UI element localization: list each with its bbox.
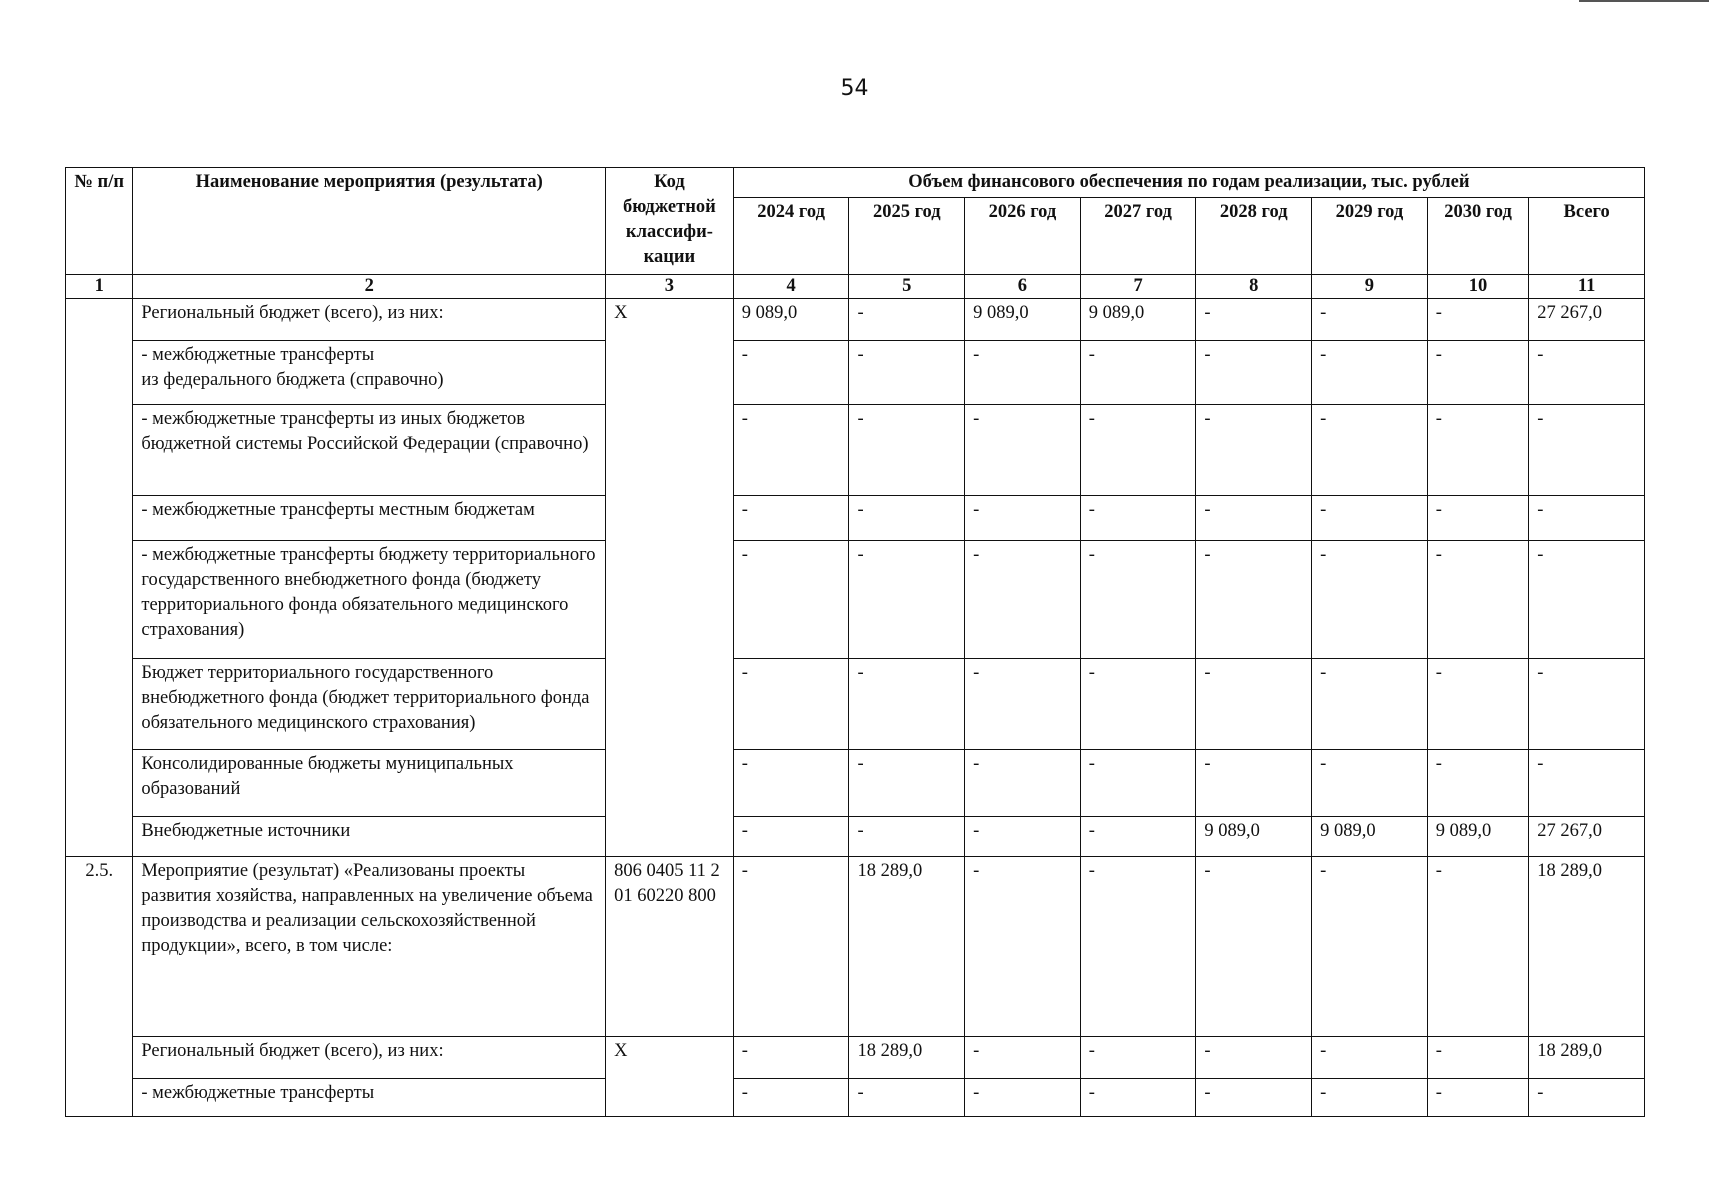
value-cell: 9 089,0 [1427, 817, 1529, 857]
value-cell: - [1196, 1037, 1312, 1079]
value-cell: - [1196, 857, 1312, 1037]
value-cell: - [849, 659, 965, 750]
value-cell: - [965, 496, 1081, 541]
value-cell: - [965, 817, 1081, 857]
value-cell: - [1529, 341, 1645, 405]
col-number: 2 [133, 275, 606, 299]
value-cell: - [733, 750, 849, 817]
value-cell: - [1080, 857, 1196, 1037]
table-row [66, 496, 1645, 541]
value-cell: - [733, 541, 849, 659]
value-cell: - [1529, 496, 1645, 541]
value-cell: - [1427, 299, 1529, 341]
header-year-2025: 2025 год [849, 198, 965, 275]
row-name: Консолидированные бюджеты муниципальных образований [133, 750, 606, 817]
table-row [66, 659, 1645, 750]
table-row [66, 299, 1645, 341]
value-cell: 9 089,0 [965, 299, 1081, 341]
value-cell: 18 289,0 [849, 1037, 965, 1079]
value-cell: - [965, 750, 1081, 817]
value-cell: 27 267,0 [1529, 299, 1645, 341]
row-name: Внебюджетные источники [133, 817, 606, 857]
value-cell: - [733, 1079, 849, 1117]
value-cell: - [849, 341, 965, 405]
value-cell: - [1312, 496, 1428, 541]
value-cell: - [1196, 341, 1312, 405]
table-row [66, 341, 1645, 405]
top-edge-rule [1579, 0, 1709, 2]
value-cell: 18 289,0 [1529, 1037, 1645, 1079]
col-number: 6 [965, 275, 1081, 299]
value-cell: - [849, 1079, 965, 1117]
value-cell: - [1080, 750, 1196, 817]
value-cell: - [1427, 541, 1529, 659]
row-num-cell [66, 299, 133, 857]
col-number: 5 [849, 275, 965, 299]
header-year-2029: 2029 год [1312, 198, 1428, 275]
table-row [66, 1079, 1645, 1117]
value-cell: - [1529, 1079, 1645, 1117]
row-code: 806 0405 11 2 01 60220 800 [606, 857, 734, 1037]
col-number: 3 [606, 275, 734, 299]
value-cell: - [965, 659, 1081, 750]
value-cell: - [849, 750, 965, 817]
col-number: 7 [1080, 275, 1196, 299]
budget-table [65, 167, 1645, 1117]
value-cell: - [1427, 1079, 1529, 1117]
header-funding-group: Объем финансового обеспечения по годам реализации, тыс. рублей [733, 168, 1644, 198]
value-cell: - [1080, 496, 1196, 541]
row-name: Мероприятие (результат) «Реализованы проекты развития хозяйства, направленных на увеличение объема производства и реализации сельскохозяйственной продукции», всего, в том числе: [133, 857, 606, 1037]
value-cell: - [1080, 1037, 1196, 1079]
page-number: 54 [840, 76, 869, 101]
header-year-2024: 2024 год [733, 198, 849, 275]
value-cell: 27 267,0 [1529, 817, 1645, 857]
value-cell: - [1196, 659, 1312, 750]
row-name: - межбюджетные трансферты из иных бюджетов бюджетной системы Российской Федерации (справочно) [133, 405, 606, 496]
value-cell: - [1080, 405, 1196, 496]
row-code: X [606, 1037, 734, 1117]
row-name: Бюджет территориального государственного внебюджетного фонда (бюджет территориального фонда обязательного медицинского страхования) [133, 659, 606, 750]
header-year-2026: 2026 год [965, 198, 1081, 275]
col-number: 4 [733, 275, 849, 299]
header-num: № п/п [66, 168, 133, 275]
value-cell: - [965, 405, 1081, 496]
value-cell: - [1196, 405, 1312, 496]
value-cell: - [1312, 659, 1428, 750]
col-number: 9 [1312, 275, 1428, 299]
table-row [66, 817, 1645, 857]
col-number: 10 [1427, 275, 1529, 299]
col-number: 11 [1529, 275, 1645, 299]
value-cell: - [1427, 496, 1529, 541]
row-name: Региональный бюджет (всего), из них: [133, 1037, 606, 1079]
value-cell: - [1529, 405, 1645, 496]
value-cell: - [733, 496, 849, 541]
value-cell: - [733, 659, 849, 750]
value-cell: - [1080, 659, 1196, 750]
header-year-2030: 2030 год [1427, 198, 1529, 275]
value-cell: - [1196, 299, 1312, 341]
header-name: Наименование мероприятия (результата) [133, 168, 606, 275]
value-cell: - [965, 1079, 1081, 1117]
header-total: Всего [1529, 198, 1645, 275]
header-year-2028: 2028 год [1196, 198, 1312, 275]
value-cell: - [1312, 1037, 1428, 1079]
value-cell: - [849, 496, 965, 541]
value-cell: - [1312, 1079, 1428, 1117]
row-name: - межбюджетные трансферты [133, 1079, 606, 1117]
value-cell: - [849, 405, 965, 496]
value-cell: - [1312, 299, 1428, 341]
value-cell: - [733, 405, 849, 496]
value-cell: - [1312, 341, 1428, 405]
value-cell: - [733, 1037, 849, 1079]
value-cell: - [1080, 1079, 1196, 1117]
col-number: 8 [1196, 275, 1312, 299]
value-cell: - [965, 857, 1081, 1037]
row-code: X [606, 299, 734, 857]
table-row [66, 541, 1645, 659]
value-cell: - [1312, 541, 1428, 659]
value-cell: 9 089,0 [1080, 299, 1196, 341]
row-name: - межбюджетные трансферты местным бюджетам [133, 496, 606, 541]
value-cell: - [965, 1037, 1081, 1079]
value-cell: - [733, 857, 849, 1037]
value-cell: 9 089,0 [1196, 817, 1312, 857]
value-cell: - [965, 341, 1081, 405]
value-cell: 9 089,0 [733, 299, 849, 341]
value-cell: - [965, 541, 1081, 659]
header-code: Код бюджетной классифи-кации [606, 168, 734, 275]
row-name: Региональный бюджет (всего), из них: [133, 299, 606, 341]
value-cell: - [1427, 341, 1529, 405]
value-cell: - [1529, 659, 1645, 750]
table-row [66, 405, 1645, 496]
table-row [66, 857, 1645, 1037]
value-cell: - [1080, 541, 1196, 659]
value-cell: - [1080, 341, 1196, 405]
value-cell: - [1312, 405, 1428, 496]
row-num: 2.5. [66, 857, 133, 1117]
value-cell: - [1196, 541, 1312, 659]
value-cell: - [1312, 750, 1428, 817]
value-cell: - [733, 341, 849, 405]
value-cell: - [849, 817, 965, 857]
header-year-2027: 2027 год [1080, 198, 1196, 275]
value-cell: - [1427, 750, 1529, 817]
value-cell: - [733, 817, 849, 857]
value-cell: - [849, 299, 965, 341]
table-row [66, 1037, 1645, 1079]
value-cell: - [1312, 857, 1428, 1037]
value-cell: - [1080, 817, 1196, 857]
value-cell: - [849, 541, 965, 659]
value-cell: - [1427, 857, 1529, 1037]
value-cell: 9 089,0 [1312, 817, 1428, 857]
value-cell: - [1529, 750, 1645, 817]
value-cell: - [1427, 1037, 1529, 1079]
value-cell: 18 289,0 [849, 857, 965, 1037]
value-cell: - [1196, 496, 1312, 541]
value-cell: - [1196, 1079, 1312, 1117]
table-row [66, 750, 1645, 817]
value-cell: - [1529, 541, 1645, 659]
value-cell: 18 289,0 [1529, 857, 1645, 1037]
row-name: - межбюджетные трансферты бюджету территориального государственного внебюджетного фонда (бюджету территориального фонда обязательного медицинского страхования) [133, 541, 606, 659]
value-cell: - [1196, 750, 1312, 817]
col-number: 1 [66, 275, 133, 299]
row-name: - межбюджетные трансферты из федерального бюджета (справочно) [133, 341, 606, 405]
value-cell: - [1427, 659, 1529, 750]
value-cell: - [1427, 405, 1529, 496]
